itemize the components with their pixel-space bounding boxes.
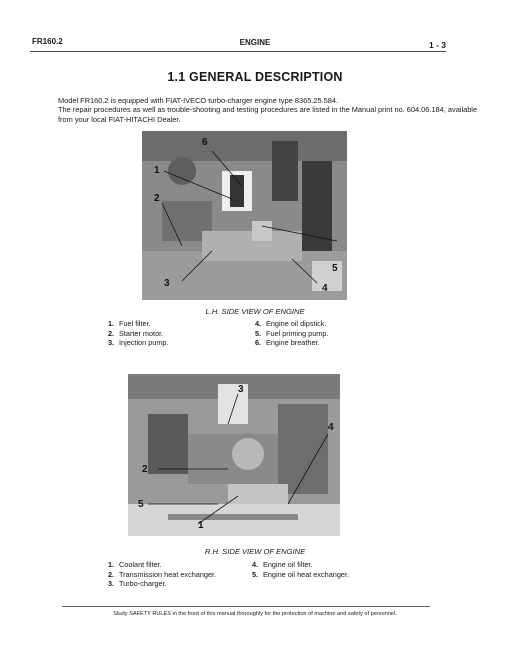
legend-text: Turbo-charger.	[119, 579, 167, 588]
legend-number: 2.	[108, 569, 115, 579]
legend-item	[252, 560, 349, 570]
lh-legend-left	[108, 319, 169, 348]
legend-number: 5.	[255, 328, 262, 338]
legend-item	[108, 560, 216, 570]
intro-line-1: Model FR160.2 is equipped with FIAT-IVECO turbo-charger engine type 8365.25.584.	[58, 96, 339, 105]
page-title: 1.1 GENERAL DESCRIPTION	[167, 70, 343, 84]
legend-number: 3.	[108, 338, 115, 347]
legend-item	[108, 319, 169, 329]
lh-photo-callout-4: 4	[322, 283, 328, 294]
legend-item	[108, 579, 216, 589]
legend-number: 5.	[252, 569, 259, 579]
rh-photo-callout-4: 4	[328, 422, 334, 433]
footer-rule	[62, 606, 430, 607]
lh-photo-callout-1: 1	[154, 165, 160, 176]
lh-photo-callout-5: 5	[332, 263, 338, 274]
rh-photo-callout-5: 5	[138, 499, 144, 510]
lh-photo-callout-2: 2	[154, 193, 160, 204]
rh-figure-caption: R.H. SIDE VIEW OF ENGINE	[204, 547, 306, 556]
rh-photo-callout-2: 2	[142, 464, 148, 475]
legend-item	[255, 319, 328, 329]
legend-item	[108, 329, 169, 339]
legend-number: 1.	[108, 319, 115, 328]
legend-item	[255, 338, 328, 348]
intro-line-2: The repair procedures as well as trouble-shooting and testing procedures are listed in the Manual print no. 604.06.184, available from your local FIAT-HITACHI Dealer.	[58, 105, 478, 124]
legend-item	[252, 570, 349, 580]
legend-number: 4.	[252, 560, 259, 569]
rh-legend-left	[108, 560, 216, 589]
legend-text: Transmission heat exchanger.	[119, 569, 217, 579]
legend-number: 3.	[108, 579, 115, 588]
rh-photo-callout-1: 1	[198, 520, 204, 531]
header-model: FR160.2	[32, 37, 63, 46]
legend-number: 2.	[108, 328, 115, 338]
legend-text: Injection pump.	[119, 338, 169, 347]
legend-text: Engine oil dipstick.	[266, 319, 327, 328]
lh-legend-right	[255, 319, 328, 348]
header-page-number: 1 - 3	[428, 40, 446, 50]
lh-engine-photo	[142, 131, 347, 300]
rh-legend-right	[252, 560, 349, 579]
legend-item	[108, 338, 169, 348]
header-section: ENGINE	[239, 38, 271, 47]
rh-engine-photo	[128, 374, 340, 536]
lh-photo-callout-6: 6	[202, 137, 208, 148]
header-rule	[30, 51, 446, 52]
legend-text: Engine oil heat exchanger.	[263, 569, 350, 579]
legend-text: Coolant filter.	[119, 560, 162, 569]
legend-number: 1.	[108, 560, 115, 569]
rh-photo-callout-3: 3	[238, 384, 244, 395]
legend-item	[255, 329, 328, 339]
lh-photo-callout-3: 3	[164, 278, 170, 289]
legend-number: 6.	[255, 338, 262, 347]
legend-text: Starter motor.	[119, 328, 164, 338]
intro-paragraph	[58, 96, 478, 124]
legend-text: Fuel priming pump.	[266, 328, 329, 338]
legend-item	[108, 570, 216, 580]
footer-safety-note: Study SAFETY RULES in the front of this manual thoroughly for the protection of machine and safety of personnel.	[113, 611, 397, 617]
legend-text: Fuel filter.	[119, 319, 151, 328]
legend-number: 4.	[255, 319, 262, 328]
legend-text: Engine breather.	[266, 338, 320, 347]
legend-text: Engine oil filter.	[263, 560, 313, 569]
lh-figure-caption: L.H. SIDE VIEW OF ENGINE	[205, 307, 305, 316]
